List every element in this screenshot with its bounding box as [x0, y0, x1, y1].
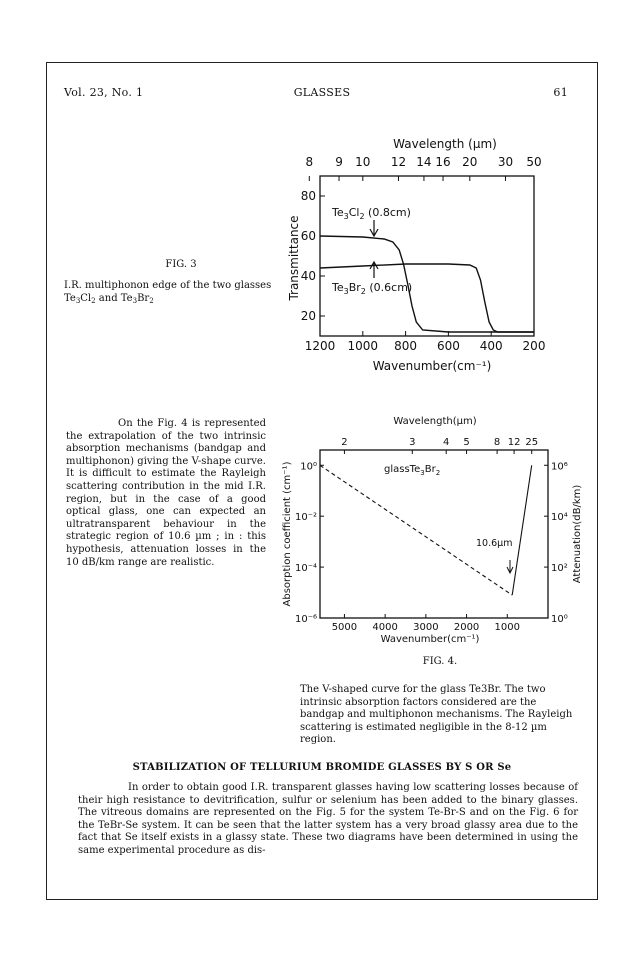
fig4-plot-frame	[320, 450, 548, 618]
fig3-y-tick-label: 80	[300, 189, 316, 203]
fig3-y-tick-label: 20	[300, 309, 316, 323]
fig4-x-tick-label: 1000	[494, 622, 521, 633]
fig3-x-tick-label: 800	[394, 339, 418, 353]
fig4-x-tick-label: 3000	[413, 622, 439, 633]
fig4-series-label: $glassTe_3Br_2$	[384, 464, 441, 477]
fig4-series-multiphonon	[512, 465, 532, 595]
figure-4-label: FIG. 4.	[422, 656, 458, 667]
fig3-top-tick-label: 9	[335, 155, 343, 169]
fig3-top-tick-label: 12	[390, 155, 407, 169]
fig3-top-tick-label: 10	[355, 155, 371, 169]
fig4-x-axis-label: Wavenumber(cm⁻¹)	[380, 634, 480, 645]
fig4-top-tick-label: 8	[493, 437, 501, 448]
fig4-annotation-arrow	[507, 560, 513, 573]
body-paragraph-stabilization: In order to obtain good I.R. transparent glasses having low scattering losses because of their high resistance to devitrification, sulfur or selenium has been added to the binary glasses. The vitreous domains are represented on the Fig. 5 for the system Te-Br-S and on the Fig. 6 for the TeBr-Se system. It can be seen that the latter system has a very broad glassy area due to the fact that Se itself exists in a glassy state. These two diagrams have been determined in using the same experimental procedure as dis-	[78, 782, 578, 856]
figure-4-chart	[280, 412, 590, 652]
fig4-top-tick-label: 4	[443, 437, 450, 448]
running-title: GLASSES	[293, 86, 351, 99]
fig3-x-tick-label: 200	[522, 339, 546, 353]
fig3-y-axis-label: Transmittance	[287, 215, 301, 301]
fig3-top-tick-label: 30	[497, 155, 514, 169]
body-text-left	[66, 418, 266, 569]
fig3-x-tick-label: 400	[479, 339, 503, 353]
fig4-x-tick-label: 4000	[372, 622, 398, 633]
fig4-right-tick-label: 10⁴	[551, 512, 568, 524]
fig3-y-tick-label: 40	[300, 269, 316, 283]
fig3-x-axis-label: Wavenumber(cm⁻¹)	[372, 359, 492, 373]
fig4-right-tick-label: 10²	[551, 563, 568, 575]
section-heading: STABILIZATION OF TELLURIUM BROMIDE GLASSES BY S OR Se	[132, 762, 512, 773]
fig4-top-tick-label: 5	[463, 437, 470, 448]
fig3-legend-te3br2: $Te_3Br_2$ (0.6cm)	[332, 281, 413, 296]
fig4-top-tick-label: 2	[341, 437, 348, 448]
fig4-x-tick-label: 2000	[453, 622, 480, 633]
body-paragraph-extrapolation: On the Fig. 4 is represented the extrapolation of the two intrinsic absorption mechanisms (bandgap and multiphonon) giving the V-shape curve. It is difficult to estimate the Rayleigh scattering contribution in the mid I.R. region, but in the case of a good optical glass, one can expected an ultratransparent behaviour in the strategic region of 10.6 µm ; in : this hypothesis, attenuation losses in the 10 dB/km range are realistic.	[66, 418, 266, 568]
fig3-top-tick-label: 8	[305, 155, 314, 169]
fig4-right-tick-label: 10⁰	[551, 614, 568, 625]
fig3-top-tick-label: 50	[526, 155, 542, 169]
fig4-top-tick-label: 12	[507, 437, 521, 448]
fig3-top-ticks	[305, 155, 541, 181]
figure-3-chart	[280, 130, 580, 380]
fig3-x-tick-label: 1200	[304, 339, 336, 353]
journal-volume: Vol. 23, No. 1	[64, 86, 144, 99]
fig3-arrow-cl	[370, 220, 378, 236]
fig4-y-tick-label: 10⁻⁶	[294, 614, 317, 625]
figure-3-label: FIG. 3	[165, 259, 197, 270]
fig4-right-tick-label: 10⁶	[551, 461, 568, 473]
fig4-top-axis-label: Wavelength(µm)	[393, 416, 477, 427]
fig4-y-axis-label-right: Attenuation(dB/km)	[572, 484, 583, 584]
fig3-legend-te3cl2: $Te_3Cl_2$ (0.8cm)	[332, 206, 411, 221]
figure-4-caption: The V-shaped curve for the glass Te3Br. The two intrinsic absorption factors considered are the bandgap and multiphonon mechanisms. The Rayleigh scattering is estimated negligible in the 8-12 µm region.	[300, 684, 573, 746]
figure-3-caption	[64, 258, 272, 305]
fig3-top-tick-label: 20	[462, 155, 478, 169]
fig4-top-ticks	[341, 437, 538, 454]
fig4-x-tick-label: 5000	[331, 622, 358, 633]
figure-3-caption-text: I.R. multiphonon edge of the two glasses $Te_3Cl_2$ and $Te_3Br_2$	[64, 280, 272, 305]
fig3-plot-frame	[320, 176, 534, 336]
fig4-top-tick-label: 3	[409, 437, 416, 448]
fig4-y-axis-label: Absorption coefficient (cm⁻¹)	[282, 461, 293, 607]
fig3-arrow-br	[370, 262, 378, 278]
fig4-annotation: 10.6µm	[476, 538, 513, 549]
fig4-y-tick-label: 10⁻²	[294, 512, 317, 524]
fig3-x-tick-label: 600	[436, 339, 460, 353]
body-text-bottom	[78, 782, 578, 857]
fig3-y-tick-label: 60	[300, 229, 316, 243]
fig3-top-tick-label: 14	[416, 155, 432, 169]
fig3-x-tick-label: 1000	[347, 339, 379, 353]
fig4-axis-ticks	[295, 461, 568, 633]
fig4-top-tick-label: 25	[525, 437, 539, 448]
fig3-top-axis-label: Wavelength (µm)	[393, 137, 497, 151]
fig3-top-tick-label: 16	[435, 155, 451, 169]
page-number: 61	[553, 86, 568, 99]
fig4-series-bandgap	[320, 465, 512, 595]
fig4-y-tick-label: 10⁰	[300, 461, 317, 473]
fig4-y-tick-label: 10⁻⁴	[294, 563, 317, 575]
fig3-series-te3br2	[320, 264, 534, 332]
